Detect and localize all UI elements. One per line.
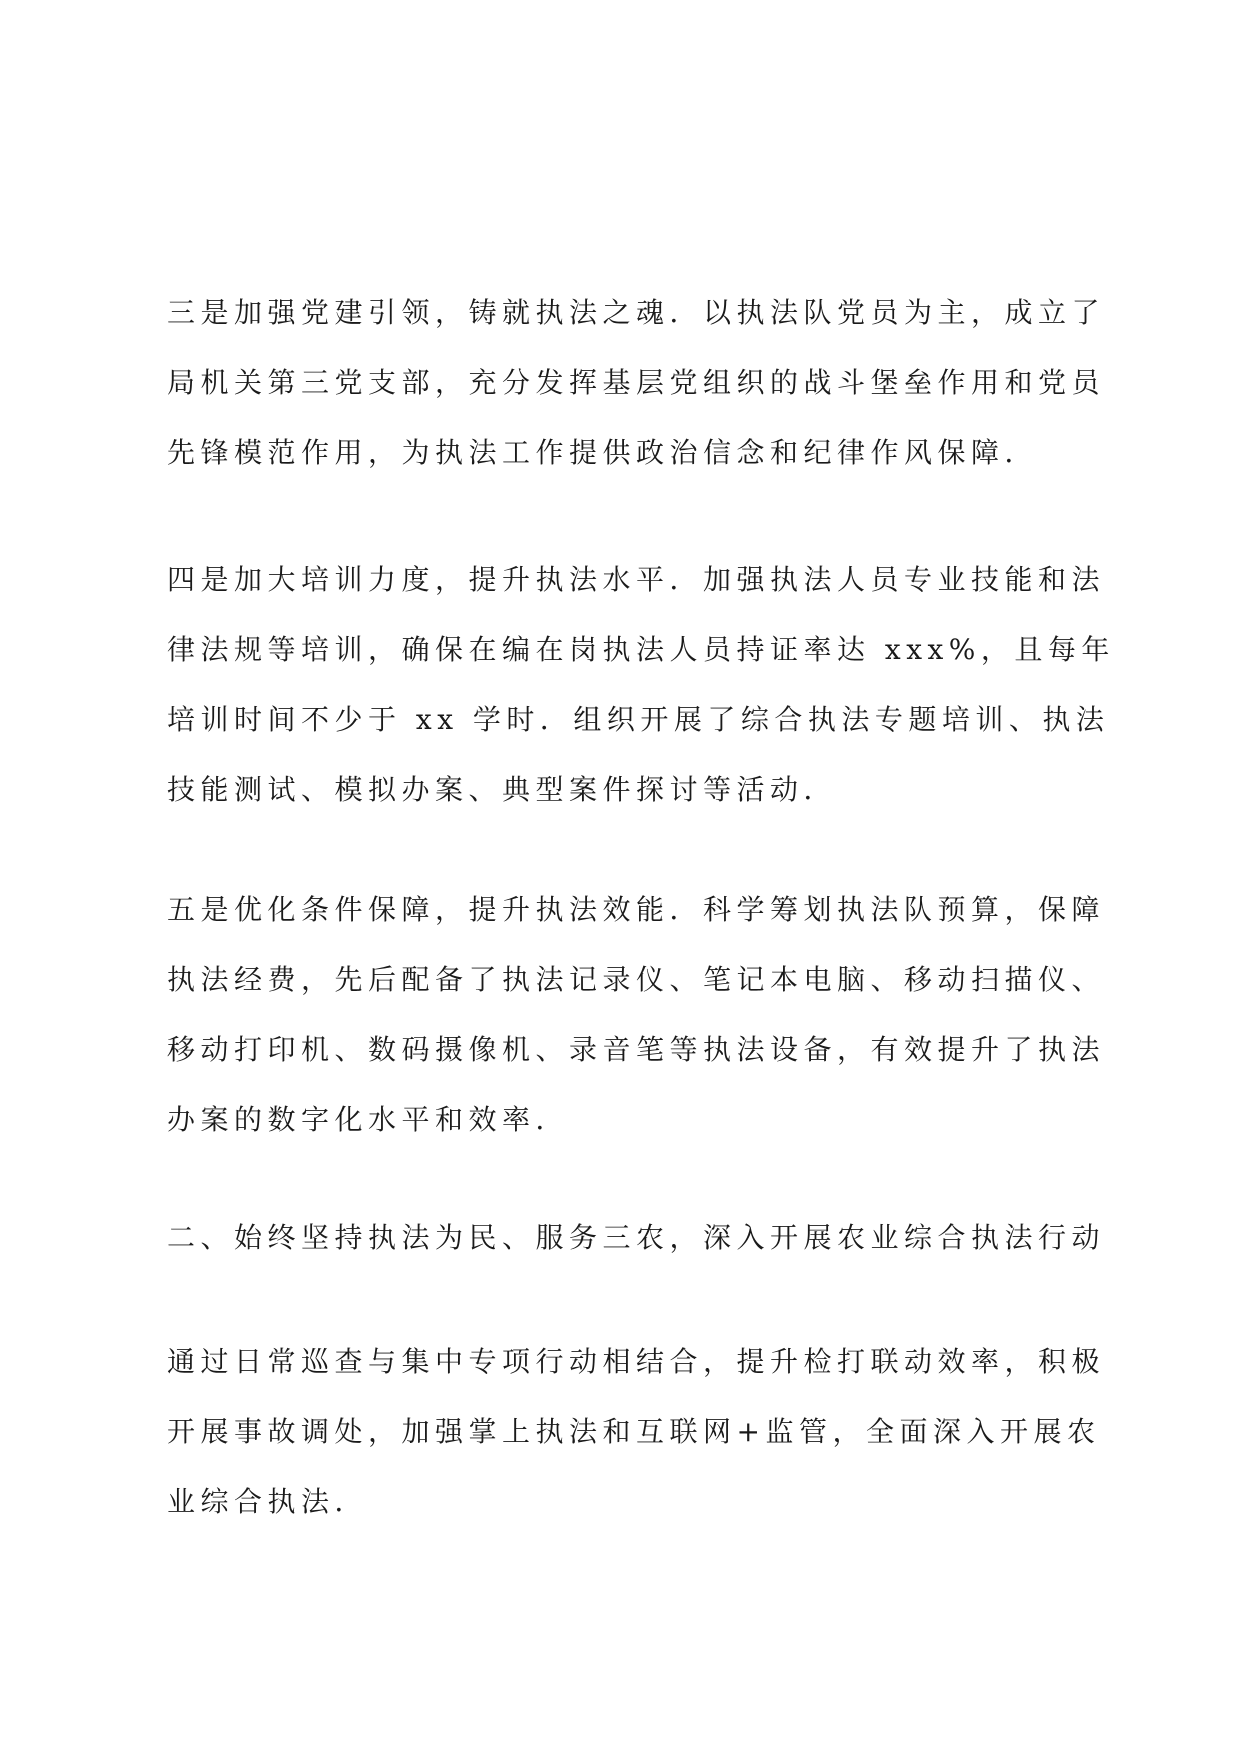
paragraph-line: 移动打印机、数码摄像机、录音笔等执法设备，有效提升了执法 — [167, 1033, 1106, 1066]
paragraph-line: 先锋模范作用，为执法工作提供政治信念和纪律作风保障． — [167, 436, 1039, 469]
paragraph-line: 办案的数字化水平和效率． — [167, 1103, 570, 1136]
section-heading-text: 二、始终坚持执法为民、服务三农，深入开展农业综合执法行动 — [167, 1221, 1106, 1254]
paragraph-line: 业综合执法． — [167, 1485, 369, 1518]
paragraph-line: 通过日常巡查与集中专项行动相结合，提升检打联动效率，积极 — [167, 1345, 1106, 1378]
paragraph-line: 开展事故调处，加强掌上执法和互联网+监管，全面深入开展农 — [167, 1415, 1101, 1448]
paragraph-line: 培训时间不少于 xx 学时．组织开展了综合执法专题培训、执法 — [167, 703, 1110, 736]
paragraph-line: 四是加大培训力度，提升执法水平．加强执法人员专业技能和法 — [167, 563, 1106, 596]
paragraph-line: 三是加强党建引领，铸就执法之魂．以执法队党员为主，成立了 — [167, 296, 1106, 329]
paragraph-line: 执法经费，先后配备了执法记录仪、笔记本电脑、移动扫描仪、 — [167, 963, 1106, 996]
paragraph-party-building — [167, 278, 1106, 488]
paragraph-line: 五是优化条件保障，提升执法效能．科学筹划执法队预算，保障 — [167, 893, 1106, 926]
paragraph-enforcement — [167, 1327, 1106, 1537]
paragraph-conditions — [167, 875, 1106, 1155]
paragraph-line: 局机关第三党支部，充分发挥基层党组织的战斗堡垒作用和党员 — [167, 366, 1106, 399]
paragraph-line: 技能测试、模拟办案、典型案件探讨等活动． — [167, 773, 838, 806]
paragraph-training — [167, 545, 1115, 825]
section-heading — [167, 1203, 1106, 1273]
paragraph-line: 律法规等培训，确保在编在岗执法人员持证率达 xxx%，且每年 — [167, 633, 1115, 666]
